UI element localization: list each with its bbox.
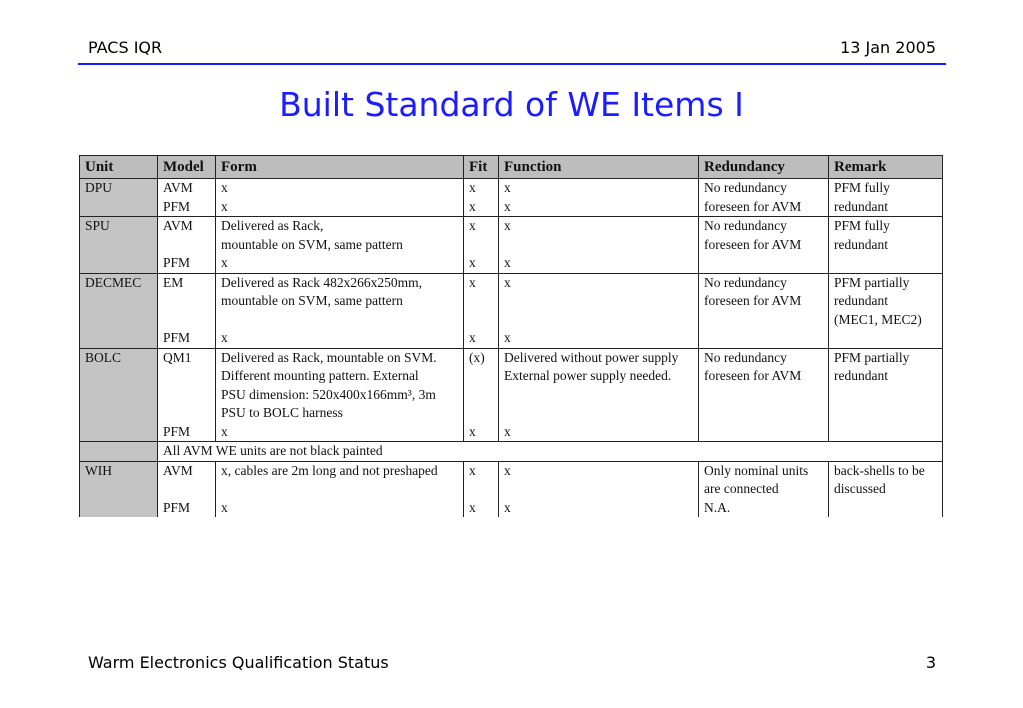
redundancy-line: Only nominal units [704, 462, 809, 478]
header-left-text: PACS IQR [88, 38, 163, 57]
fit-line [469, 386, 493, 405]
fit-cell-decmec [464, 273, 499, 348]
form-line: PSU dimension: 520x400x166mm³, 3m [221, 386, 436, 402]
model-cell-dpu [158, 179, 216, 217]
col-header-redundancy: Redundancy [699, 156, 829, 179]
function-line: x [504, 462, 511, 478]
redundancy-cell-dpu [699, 179, 829, 217]
model-cell-wih [158, 461, 216, 517]
col-header-remark: Remark [829, 156, 943, 179]
fit-line: x [469, 255, 476, 270]
unit-cell-empty [80, 442, 158, 462]
unit-cell-dpu: DPU [80, 179, 158, 217]
redundancy-line: foreseen for AVM [704, 236, 802, 252]
table-header-row [80, 156, 943, 179]
function-cell-decmec [499, 273, 699, 348]
fit-cell-bolc [464, 348, 499, 442]
remark-line: PFM fully [834, 218, 890, 233]
remark-line: discussed [834, 481, 886, 496]
form-line [221, 480, 458, 499]
function-line [504, 480, 693, 499]
fit-line: x [469, 218, 476, 233]
function-line: x [504, 180, 511, 195]
form-line: x [221, 198, 228, 214]
remark-line: PFM fully [834, 180, 890, 195]
model-line [163, 386, 210, 405]
model-line: EM [163, 274, 184, 290]
page-number: 3 [925, 653, 936, 672]
function-cell-dpu [499, 179, 699, 217]
form-line: mountable on SVM, same pattern [221, 236, 403, 252]
col-header-function: Function [499, 156, 699, 179]
unit-cell-wih: WIH [80, 461, 158, 517]
redundancy-line: are connected [704, 481, 779, 496]
form-cell-dpu [216, 179, 464, 217]
function-line: x [504, 198, 511, 214]
remark-line: back-shells to be [834, 462, 925, 478]
function-line: External power supply needed. [504, 368, 672, 383]
fit-line [469, 367, 493, 386]
model-cell-bolc [158, 348, 216, 442]
model-cell-decmec [158, 273, 216, 348]
table-row-decmec [80, 273, 943, 348]
redundancy-cell-bolc [699, 348, 829, 442]
remark-line: redundant [834, 293, 888, 308]
fit-line: x [469, 198, 476, 214]
unit-cell-spu: SPU [80, 217, 158, 274]
fit-line: x [469, 180, 476, 195]
header-date: 13 Jan 2005 [840, 38, 936, 57]
form-cell-decmec [216, 273, 464, 348]
function-line [504, 292, 693, 311]
remark-line: redundant [834, 236, 888, 252]
model-line: PFM [163, 255, 191, 270]
form-line: x [221, 499, 228, 515]
remark-cell-bolc [829, 348, 943, 442]
form-line: PSU to BOLC harness [221, 405, 343, 420]
function-line: x [504, 255, 511, 270]
remark-line: PFM partially [834, 274, 910, 290]
model-line: QM1 [163, 349, 192, 365]
model-line: PFM [163, 499, 191, 515]
table-note-row [80, 442, 943, 462]
col-header-form: Form [216, 156, 464, 179]
function-line: x [504, 218, 511, 233]
function-cell-spu [499, 217, 699, 274]
we-items-table [79, 155, 943, 517]
slide-title: Built Standard of WE Items I [279, 85, 744, 124]
model-line: PFM [163, 198, 191, 214]
form-cell-bolc [216, 348, 464, 442]
form-line: mountable on SVM, same pattern [221, 293, 403, 308]
function-line: x [504, 499, 511, 515]
model-line [163, 480, 210, 499]
redundancy-line: No redundancy [704, 180, 787, 195]
function-line: x [504, 330, 511, 345]
fit-cell-wih [464, 461, 499, 517]
redundancy-line: foreseen for AVM [704, 293, 802, 308]
redundancy-cell-spu [699, 217, 829, 274]
remark-line: (MEC1, MEC2) [834, 311, 922, 327]
fit-line: x [469, 423, 476, 439]
model-line [163, 367, 210, 386]
col-header-unit: Unit [80, 156, 158, 179]
unit-cell-bolc: BOLC [80, 348, 158, 442]
function-cell-wih [499, 461, 699, 517]
redundancy-cell-wih [699, 461, 829, 517]
model-line [163, 404, 210, 423]
fit-cell-spu [464, 217, 499, 274]
form-line: x [221, 330, 228, 345]
form-line: Different mounting pattern. External [221, 368, 419, 383]
fit-cell-dpu [464, 179, 499, 217]
redundancy-line: foreseen for AVM [704, 198, 802, 214]
footer-title: Warm Electronics Qualification Status [88, 653, 389, 672]
model-line: PFM [163, 423, 191, 439]
fit-line: x [469, 274, 476, 290]
form-line: Delivered as Rack, [221, 218, 324, 233]
remark-cell-decmec [829, 273, 943, 348]
remark-cell-wih [829, 461, 943, 517]
model-cell-spu [158, 217, 216, 274]
table-row-bolc [80, 348, 943, 442]
function-line [504, 236, 693, 255]
model-line [163, 311, 210, 330]
form-line: x [221, 423, 228, 439]
form-line [221, 311, 458, 330]
fit-line [469, 404, 493, 423]
model-line [163, 292, 210, 311]
fit-line: (x) [469, 349, 485, 365]
remark-line: redundant [834, 198, 888, 214]
remark-line: redundant [834, 368, 888, 383]
form-cell-wih [216, 461, 464, 517]
form-line: x [221, 180, 228, 195]
model-line: AVM [163, 180, 193, 195]
redundancy-line: N.A. [704, 499, 731, 515]
redundancy-line: No redundancy [704, 349, 787, 365]
remark-cell-dpu [829, 179, 943, 217]
fit-line: x [469, 499, 476, 515]
redundancy-cell-decmec [699, 273, 829, 348]
form-line: Delivered as Rack 482x266x250mm, [221, 274, 422, 290]
model-line: PFM [163, 330, 191, 345]
fit-line [469, 311, 493, 330]
model-line: AVM [163, 462, 193, 478]
table-row-wih [80, 461, 943, 517]
function-cell-bolc [499, 348, 699, 442]
remark-line: PFM partially [834, 349, 910, 365]
function-line [504, 386, 693, 405]
function-line [504, 311, 693, 330]
table-row-spu [80, 217, 943, 274]
table-note: All AVM WE units are not black painted [158, 442, 943, 462]
table-row-dpu [80, 179, 943, 217]
col-header-fit: Fit [464, 156, 499, 179]
fit-line: x [469, 330, 476, 345]
function-line [504, 404, 693, 423]
function-line: x [504, 274, 511, 290]
form-line: x, cables are 2m long and not preshaped [221, 462, 438, 478]
fit-line [469, 292, 493, 311]
redundancy-line: No redundancy [704, 274, 787, 290]
remark-cell-spu [829, 217, 943, 274]
model-line: AVM [163, 218, 193, 233]
form-line: x [221, 255, 228, 270]
fit-line [469, 480, 493, 499]
form-line: Delivered as Rack, mountable on SVM. [221, 349, 437, 365]
fit-line: x [469, 462, 476, 478]
redundancy-line: foreseen for AVM [704, 368, 802, 383]
header-divider [78, 63, 946, 65]
model-line [163, 236, 210, 255]
function-line: x [504, 423, 511, 439]
col-header-model: Model [158, 156, 216, 179]
unit-cell-decmec: DECMEC [80, 273, 158, 348]
function-line: Delivered without power supply [504, 349, 679, 365]
redundancy-line: No redundancy [704, 218, 787, 233]
form-cell-spu [216, 217, 464, 274]
fit-line [469, 236, 493, 255]
